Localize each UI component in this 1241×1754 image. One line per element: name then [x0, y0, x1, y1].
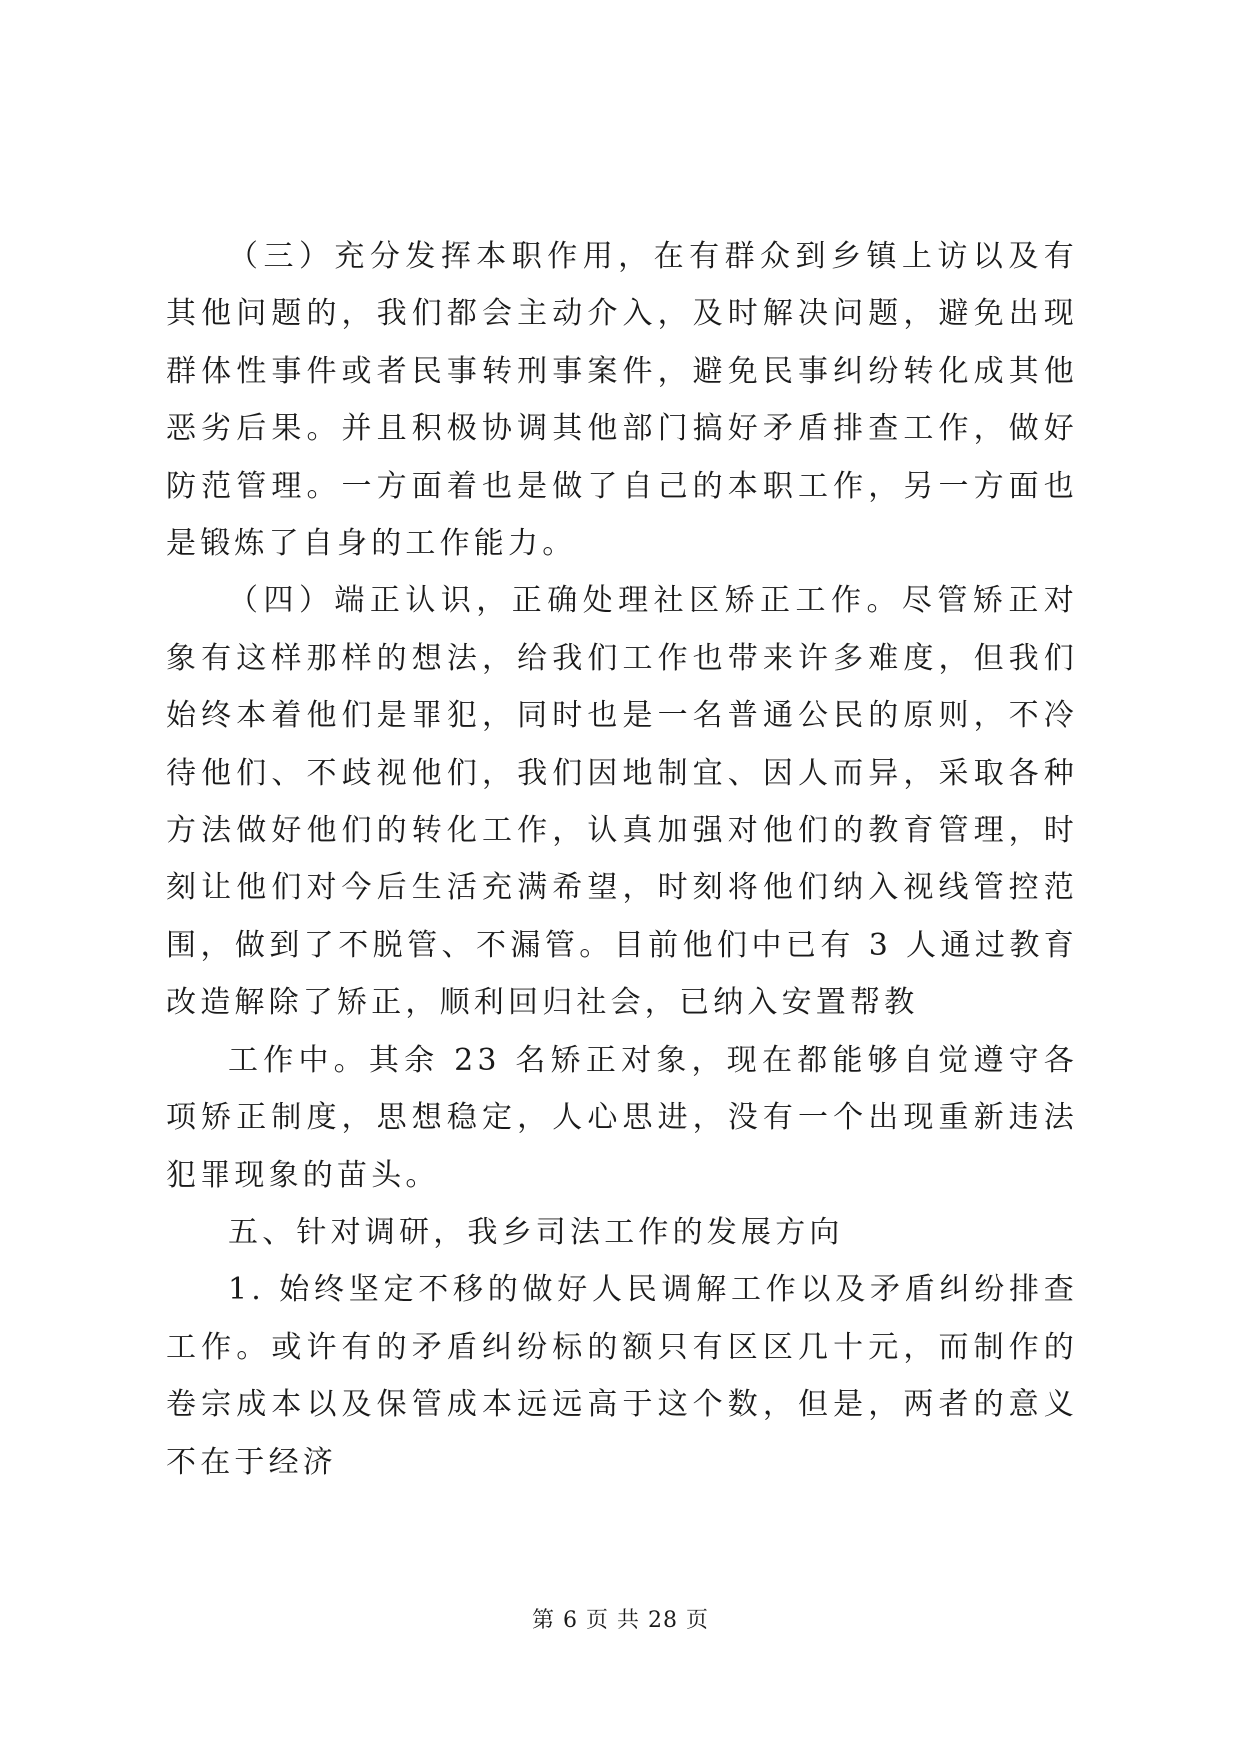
- paragraph-section-3: （三）充分发挥本职作用，在有群众到乡镇上访以及有其他问题的，我们都会主动介入，及时解决问题，避免出现群体性事件或者民事转刑事案件，避免民事纠纷转化成其他恶劣后果。并且积极协调其他部门搞好矛盾排查工作，做好防范管理。一方面着也是做了自己的本职工作，另一方面也是锻炼了自身的工作能力。: [166, 239, 1078, 562]
- section-heading-5: 五、针对调研，我乡司法工作的发展方向: [228, 1214, 844, 1250]
- paragraph-item-1: 1. 始终坚定不移的做好人民调解工作以及矛盾纠纷排查工作。或许有的矛盾纠纷标的额只有区区几十元，而制作的卷宗成本以及保管成本远远高于这个数，但是，两者的意义不在于经济: [166, 1272, 1078, 1480]
- document-body: [166, 228, 1078, 1491]
- paragraph-continuation: 工作中。其余 23 名矫正对象，现在都能够自觉遵守各项矫正制度，思想稳定，人心思进，没有一个出现重新违法犯罪现象的苗头。: [166, 1042, 1078, 1193]
- page-number-footer: 第 6 页 共 28 页: [532, 1608, 709, 1633]
- paragraph-section-4: （四）端正认识，正确处理社区矫正工作。尽管矫正对象有这样那样的想法，给我们工作也带来许多难度，但我们始终本着他们是罪犯，同时也是一名普通公民的原则，不冷待他们、不歧视他们，我们因地制宜、因人而异，采取各种方法做好他们的转化工作，认真加强对他们的教育管理，时刻让他们对今后生活充满希望，时刻将他们纳入视线管控范围，做到了不脱管、不漏管。目前他们中已有 3 人通过教育改造解除了矫正，顺利回归社会，已纳入安置帮教: [166, 583, 1078, 1021]
